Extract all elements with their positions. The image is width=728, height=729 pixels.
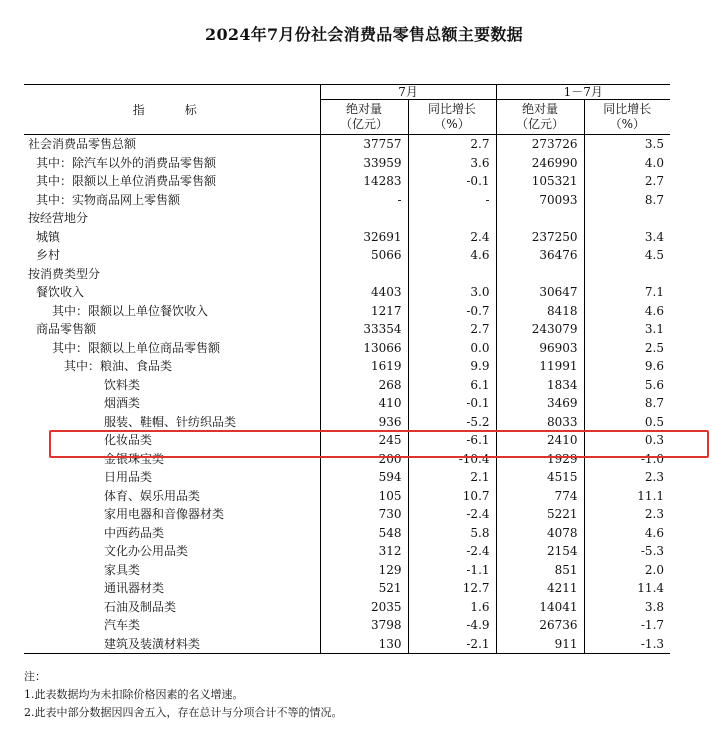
cumulative-absolute: 96903 <box>496 339 584 358</box>
row-label: 其中：限额以上单位商品零售额 <box>52 340 221 355</box>
table-row <box>24 524 670 543</box>
july-yoy: 4.6 <box>408 246 496 265</box>
cumulative-yoy: 4.0 <box>584 154 670 173</box>
yoy-header-cumulative: 同比增长 （%） <box>584 100 670 135</box>
cumulative-yoy <box>584 209 670 228</box>
july-absolute: 32691 <box>320 228 408 247</box>
cumulative-absolute: 273726 <box>496 135 584 154</box>
cumulative-yoy: -1.7 <box>584 616 670 635</box>
july-absolute <box>320 209 408 228</box>
row-label: 饮料类 <box>104 377 141 392</box>
cumulative-yoy: 3.5 <box>584 135 670 154</box>
row-label: 化妆品类 <box>104 433 153 447</box>
cumulative-absolute: 14041 <box>496 598 584 617</box>
table-row <box>24 505 670 524</box>
cumulative-absolute: 8033 <box>496 413 584 432</box>
cumulative-absolute: 851 <box>496 561 584 580</box>
july-yoy: 1.6 <box>408 598 496 617</box>
july-yoy: -0.1 <box>408 172 496 191</box>
table-row <box>24 616 670 635</box>
july-yoy: 2.7 <box>408 135 496 154</box>
row-label: 城镇 <box>36 229 61 244</box>
table-row <box>24 283 670 302</box>
cumulative-absolute: 237250 <box>496 228 584 247</box>
july-yoy: 2.7 <box>408 320 496 339</box>
cumulative-absolute: 5221 <box>496 505 584 524</box>
cumulative-yoy: 3.1 <box>584 320 670 339</box>
table-row <box>24 413 670 432</box>
july-absolute: 936 <box>320 413 408 432</box>
july-absolute: 1619 <box>320 357 408 376</box>
table-row <box>24 339 670 358</box>
row-label: 其中：除汽车以外的消费品零售额 <box>36 155 217 170</box>
table-row <box>24 542 670 561</box>
yoy-header-july: 同比增长 （%） <box>408 100 496 135</box>
table-row <box>24 320 670 339</box>
july-yoy: 12.7 <box>408 579 496 598</box>
july-absolute: 105 <box>320 487 408 506</box>
cumulative-absolute <box>496 265 584 284</box>
cumulative-yoy: 0.3 <box>584 431 670 450</box>
july-absolute: 33959 <box>320 154 408 173</box>
july-yoy: 3.0 <box>408 283 496 302</box>
cumulative-absolute: 3469 <box>496 394 584 413</box>
cumulative-absolute: 4515 <box>496 468 584 487</box>
cumulative-absolute: 774 <box>496 487 584 506</box>
table-row <box>24 265 670 284</box>
july-yoy: 5.8 <box>408 524 496 543</box>
highlight-box-cosmetics <box>49 430 709 458</box>
july-yoy: -10.4 <box>408 450 496 469</box>
note-2: 2.此表中部分数据因四舍五入，存在总计与分项合计不等的情况。 <box>24 706 343 719</box>
note-1: 1.此表数据均为未扣除价格因素的名义增速。 <box>24 688 244 701</box>
cumulative-yoy: 4.6 <box>584 524 670 543</box>
row-label: 家用电器和音像器材类 <box>104 507 225 521</box>
july-absolute: 1217 <box>320 302 408 321</box>
indicator-header: 指 标 <box>132 102 211 117</box>
july-yoy: 2.4 <box>408 228 496 247</box>
july-absolute: 130 <box>320 635 408 654</box>
july-yoy: -2.1 <box>408 635 496 654</box>
row-label: 其中：限额以上单位餐饮收入 <box>52 303 209 318</box>
july-absolute: 33354 <box>320 320 408 339</box>
cumulative-yoy: -1.0 <box>584 450 670 469</box>
row-label: 其中：实物商品网上零售额 <box>36 192 181 207</box>
july-absolute: - <box>320 191 408 210</box>
table-row <box>24 302 670 321</box>
cumulative-absolute: 30647 <box>496 283 584 302</box>
july-absolute: 410 <box>320 394 408 413</box>
row-label: 体育、娱乐用品类 <box>104 488 201 503</box>
july-absolute: 521 <box>320 579 408 598</box>
cumulative-absolute: 1834 <box>496 376 584 395</box>
cumulative-yoy: 9.6 <box>584 357 670 376</box>
july-yoy: -0.7 <box>408 302 496 321</box>
cumulative-yoy: 11.4 <box>584 579 670 598</box>
table-row <box>24 246 670 265</box>
page-title: 2024年7月份社会消费品零售总额主要数据 <box>205 25 523 44</box>
july-yoy: -1.1 <box>408 561 496 580</box>
july-absolute: 268 <box>320 376 408 395</box>
cumulative-absolute: 36476 <box>496 246 584 265</box>
july-yoy: -6.1 <box>408 431 496 450</box>
july-absolute: 548 <box>320 524 408 543</box>
cumulative-yoy: 2.0 <box>584 561 670 580</box>
cumulative-absolute: 1929 <box>496 450 584 469</box>
period-header-jan-jul: 1－7月 <box>496 85 670 100</box>
july-absolute: 245 <box>320 431 408 450</box>
table-row <box>24 209 670 228</box>
row-label: 家具类 <box>104 562 141 577</box>
table-row <box>24 487 670 506</box>
table-row <box>24 598 670 617</box>
row-label: 乡村 <box>36 248 61 262</box>
july-absolute: 200 <box>320 450 408 469</box>
cumulative-yoy: 8.7 <box>584 394 670 413</box>
row-label: 金银珠宝类 <box>104 451 165 466</box>
row-label: 服装、鞋帽、针纺织品类 <box>104 414 237 429</box>
row-label: 其中：粮油、食品类 <box>64 359 173 373</box>
cumulative-absolute: 70093 <box>496 191 584 210</box>
july-absolute: 129 <box>320 561 408 580</box>
cumulative-yoy: 4.6 <box>584 302 670 321</box>
table-row <box>24 135 670 154</box>
row-label: 汽车类 <box>104 618 141 632</box>
cumulative-yoy: -1.3 <box>584 635 670 654</box>
table-row <box>24 468 670 487</box>
cumulative-yoy: 4.5 <box>584 246 670 265</box>
july-yoy: -2.4 <box>408 505 496 524</box>
july-yoy: 2.1 <box>408 468 496 487</box>
july-yoy: -5.2 <box>408 413 496 432</box>
cumulative-yoy: 0.5 <box>584 413 670 432</box>
july-yoy: 6.1 <box>408 376 496 395</box>
cumulative-yoy <box>584 265 670 284</box>
table-header <box>24 85 670 135</box>
row-label: 按消费类型分 <box>28 266 101 281</box>
july-yoy: 9.9 <box>408 357 496 376</box>
row-label: 通讯器材类 <box>104 581 165 595</box>
table-row <box>24 154 670 173</box>
cumulative-absolute: 105321 <box>496 172 584 191</box>
table-body <box>24 135 670 654</box>
cumulative-absolute: 11991 <box>496 357 584 376</box>
july-absolute: 3798 <box>320 616 408 635</box>
cumulative-absolute: 243079 <box>496 320 584 339</box>
july-yoy: - <box>408 191 496 210</box>
abs-header-july: 绝对量 （亿元） <box>320 100 408 135</box>
july-absolute: 312 <box>320 542 408 561</box>
row-label: 中西药品类 <box>104 525 165 540</box>
row-label: 烟酒类 <box>104 396 141 410</box>
table-row <box>24 172 670 191</box>
cumulative-yoy: 2.3 <box>584 505 670 524</box>
period-header-july: 7月 <box>320 85 496 100</box>
footnotes <box>24 668 343 722</box>
cumulative-absolute: 911 <box>496 635 584 654</box>
abs-header-cumulative: 绝对量 （亿元） <box>496 100 584 135</box>
july-absolute: 2035 <box>320 598 408 617</box>
july-yoy: 10.7 <box>408 487 496 506</box>
cumulative-yoy: 7.1 <box>584 283 670 302</box>
cumulative-absolute: 26736 <box>496 616 584 635</box>
july-yoy: -4.9 <box>408 616 496 635</box>
cumulative-absolute: 8418 <box>496 302 584 321</box>
table-row <box>24 579 670 598</box>
row-label: 日用品类 <box>104 470 153 484</box>
july-yoy: 3.6 <box>408 154 496 173</box>
row-label: 按经营地分 <box>28 211 89 225</box>
july-absolute: 5066 <box>320 246 408 265</box>
cumulative-yoy: 11.1 <box>584 487 670 506</box>
july-absolute: 730 <box>320 505 408 524</box>
table-row <box>24 376 670 395</box>
cumulative-absolute <box>496 209 584 228</box>
cumulative-absolute: 2154 <box>496 542 584 561</box>
table-row <box>24 394 670 413</box>
cumulative-yoy: 2.7 <box>584 172 670 191</box>
row-label: 建筑及装潢材料类 <box>104 636 201 651</box>
july-yoy <box>408 209 496 228</box>
july-yoy: 0.0 <box>408 339 496 358</box>
row-label: 餐饮收入 <box>36 285 85 299</box>
july-yoy: -2.4 <box>408 542 496 561</box>
table-row <box>24 357 670 376</box>
cumulative-absolute: 4211 <box>496 579 584 598</box>
cumulative-yoy: 8.7 <box>584 191 670 210</box>
row-label: 商品零售额 <box>36 322 97 336</box>
row-label: 文化办公用品类 <box>104 544 189 558</box>
july-absolute <box>320 265 408 284</box>
table-row <box>24 561 670 580</box>
cumulative-yoy: 5.6 <box>584 376 670 395</box>
row-label: 其中：限额以上单位消费品零售额 <box>36 174 217 188</box>
cumulative-yoy: 3.4 <box>584 228 670 247</box>
notes-heading: 注： <box>24 670 46 683</box>
cumulative-absolute: 4078 <box>496 524 584 543</box>
cumulative-yoy: 2.3 <box>584 468 670 487</box>
july-absolute: 4403 <box>320 283 408 302</box>
july-yoy: -0.1 <box>408 394 496 413</box>
cumulative-yoy: -5.3 <box>584 542 670 561</box>
july-absolute: 14283 <box>320 172 408 191</box>
cumulative-yoy: 2.5 <box>584 339 670 358</box>
table-row <box>24 191 670 210</box>
table-row <box>24 228 670 247</box>
cumulative-yoy: 3.8 <box>584 598 670 617</box>
row-label: 石油及制品类 <box>104 599 177 614</box>
july-yoy <box>408 265 496 284</box>
cumulative-absolute: 2410 <box>496 431 584 450</box>
july-absolute: 594 <box>320 468 408 487</box>
table-row <box>24 635 670 654</box>
row-label: 社会消费品零售总额 <box>28 137 137 151</box>
july-absolute: 37757 <box>320 135 408 154</box>
july-absolute: 13066 <box>320 339 408 358</box>
cumulative-absolute: 246990 <box>496 154 584 173</box>
retail-sales-table <box>24 84 670 654</box>
